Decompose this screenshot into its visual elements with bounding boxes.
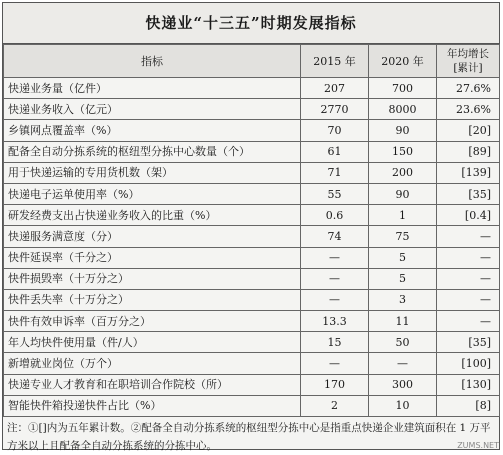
- table-row: [4, 289, 500, 310]
- indicator-name: 用于快递运输的专用货机数（架）: [4, 162, 301, 183]
- value-growth: [20]: [437, 120, 500, 141]
- value-2020: 90: [369, 120, 437, 141]
- indicator-name: 快件延误率（千分之）: [4, 247, 301, 268]
- indicator-name: 快递业务量（亿件）: [4, 78, 301, 99]
- value-2015: 71: [301, 162, 369, 183]
- indicator-name: 快件有效申诉率（百万分之）: [4, 311, 301, 332]
- value-2015: 74: [301, 226, 369, 247]
- table-body: [4, 78, 500, 417]
- table-row: [4, 99, 500, 120]
- value-growth: [35]: [437, 183, 500, 204]
- value-2020: 3: [369, 289, 437, 310]
- indicator-name: 乡镇网点覆盖率（%）: [4, 120, 301, 141]
- table-row: [4, 183, 500, 204]
- table-row: [4, 332, 500, 353]
- indicator-name: 年人均快件使用量（件/人）: [4, 332, 301, 353]
- value-2020: 50: [369, 332, 437, 353]
- value-growth: [0.4]: [437, 205, 500, 226]
- header-2015: 2015 年: [301, 45, 369, 78]
- value-2020: 1: [369, 205, 437, 226]
- value-2015: 61: [301, 141, 369, 162]
- value-2015: 0.6: [301, 205, 369, 226]
- table-row: [4, 311, 500, 332]
- value-2020: 8000: [369, 99, 437, 120]
- watermark: ZUMS.NET: [457, 441, 499, 450]
- value-growth: [35]: [437, 332, 500, 353]
- table-row: [4, 120, 500, 141]
- value-2015: —: [301, 289, 369, 310]
- value-2020: 90: [369, 183, 437, 204]
- value-2015: 2770: [301, 99, 369, 120]
- value-growth: [100]: [437, 353, 500, 374]
- value-2020: 200: [369, 162, 437, 183]
- value-2015: 2: [301, 395, 369, 416]
- indicator-name: 配备全自动分拣系统的枢纽型分拣中心数量（个）: [4, 141, 301, 162]
- value-2020: 700: [369, 78, 437, 99]
- value-2015: 15: [301, 332, 369, 353]
- table-header-row: [4, 45, 500, 78]
- value-growth: [139]: [437, 162, 500, 183]
- value-2015: 55: [301, 183, 369, 204]
- table-row: [4, 395, 500, 416]
- table-row: [4, 141, 500, 162]
- table-row: [4, 226, 500, 247]
- header-growth: [437, 45, 500, 78]
- footnote: 注：①[]内为五年累计数。②配备全自动分拣系统的枢纽型分拣中心是指重点快递企业建筑面积在 1 万平方米以上且配备全自动分拣系统的分拣中心。: [7, 422, 491, 452]
- value-2015: —: [301, 268, 369, 289]
- value-2020: 150: [369, 141, 437, 162]
- table-row: [4, 268, 500, 289]
- table-row: [4, 353, 500, 374]
- value-growth: 23.6%: [437, 99, 500, 120]
- indicator-name: 快递专业人才教育和在职培训合作院校（所）: [4, 374, 301, 395]
- page-title: 快递业“十三五”时期发展指标: [3, 3, 499, 44]
- value-2020: 5: [369, 247, 437, 268]
- value-growth: [8]: [437, 395, 500, 416]
- value-growth: 27.6%: [437, 78, 500, 99]
- header-growth-line2: [累计]: [453, 62, 483, 74]
- indicator-name: 快件损毁率（十万分之）: [4, 268, 301, 289]
- indicator-name: 新增就业岗位（万个）: [4, 353, 301, 374]
- value-2015: 207: [301, 78, 369, 99]
- value-2015: 170: [301, 374, 369, 395]
- indicator-table-document: [2, 2, 500, 450]
- value-growth: —: [437, 247, 500, 268]
- value-2020: 10: [369, 395, 437, 416]
- value-2020: 5: [369, 268, 437, 289]
- table-row: [4, 162, 500, 183]
- indicator-table: [3, 44, 500, 417]
- header-growth-line1: 年均增长: [447, 48, 489, 60]
- indicator-name: 研发经费支出占快递业务收入的比重（%）: [4, 205, 301, 226]
- value-2020: 11: [369, 311, 437, 332]
- value-2015: 13.3: [301, 311, 369, 332]
- value-growth: —: [437, 268, 500, 289]
- table-row: [4, 247, 500, 268]
- header-2020: 2020 年: [369, 45, 437, 78]
- value-2020: 75: [369, 226, 437, 247]
- header-indicator: 指标: [4, 45, 301, 78]
- table-row: [4, 205, 500, 226]
- value-growth: [89]: [437, 141, 500, 162]
- indicator-name: 快件丢失率（十万分之）: [4, 289, 301, 310]
- value-2015: —: [301, 247, 369, 268]
- indicator-name: 快递服务满意度（分）: [4, 226, 301, 247]
- table-row: [4, 374, 500, 395]
- value-2015: —: [301, 353, 369, 374]
- value-growth: —: [437, 226, 500, 247]
- value-2020: 300: [369, 374, 437, 395]
- value-growth: —: [437, 311, 500, 332]
- indicator-name: 智能快件箱投递快件占比（%）: [4, 395, 301, 416]
- indicator-name: 快递业务收入（亿元）: [4, 99, 301, 120]
- value-2015: 70: [301, 120, 369, 141]
- indicator-name: 快递电子运单使用率（%）: [4, 183, 301, 204]
- value-growth: [130]: [437, 374, 500, 395]
- value-growth: —: [437, 289, 500, 310]
- table-row: [4, 78, 500, 99]
- value-2020: —: [369, 353, 437, 374]
